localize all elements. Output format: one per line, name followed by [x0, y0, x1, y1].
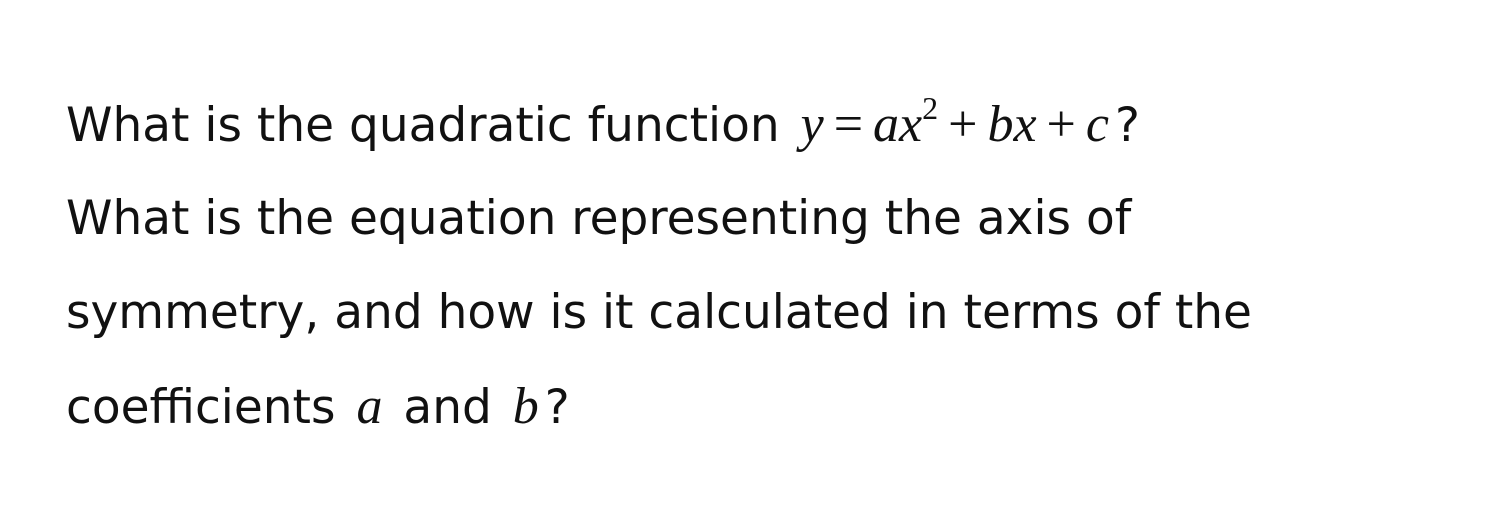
- formula-constant-c: c: [1085, 96, 1109, 153]
- question-mark: ?: [544, 380, 570, 435]
- coefficient-a: a: [356, 378, 383, 435]
- question-line-1: [66, 78, 1466, 172]
- formula-variable-x: x: [899, 96, 923, 153]
- formula-exponent: 2: [922, 90, 939, 126]
- formula-plus: +: [1046, 96, 1076, 153]
- question-text-segment: and: [403, 380, 492, 435]
- question-line-3: symmetry, and how is it calculated in terms of the: [66, 285, 1252, 340]
- formula-coefficient-b: b: [987, 96, 1014, 153]
- question-mark: ?: [1114, 98, 1140, 153]
- formula-coefficient-a: a: [873, 96, 900, 153]
- formula-equals: =: [833, 96, 864, 153]
- formula-variable-y: y: [800, 96, 824, 153]
- coefficient-b: b: [512, 378, 539, 435]
- question-line-2: What is the equation representing the axis of: [66, 191, 1132, 246]
- question-text-segment: What is the quadratic function: [66, 98, 780, 153]
- question-text: [66, 78, 1466, 454]
- quadratic-formula: [800, 90, 1109, 153]
- question-text-segment: coefficients: [66, 380, 336, 435]
- formula-plus: +: [948, 96, 978, 153]
- formula-variable-x: x: [1013, 96, 1037, 153]
- question-line-4: [66, 360, 1466, 454]
